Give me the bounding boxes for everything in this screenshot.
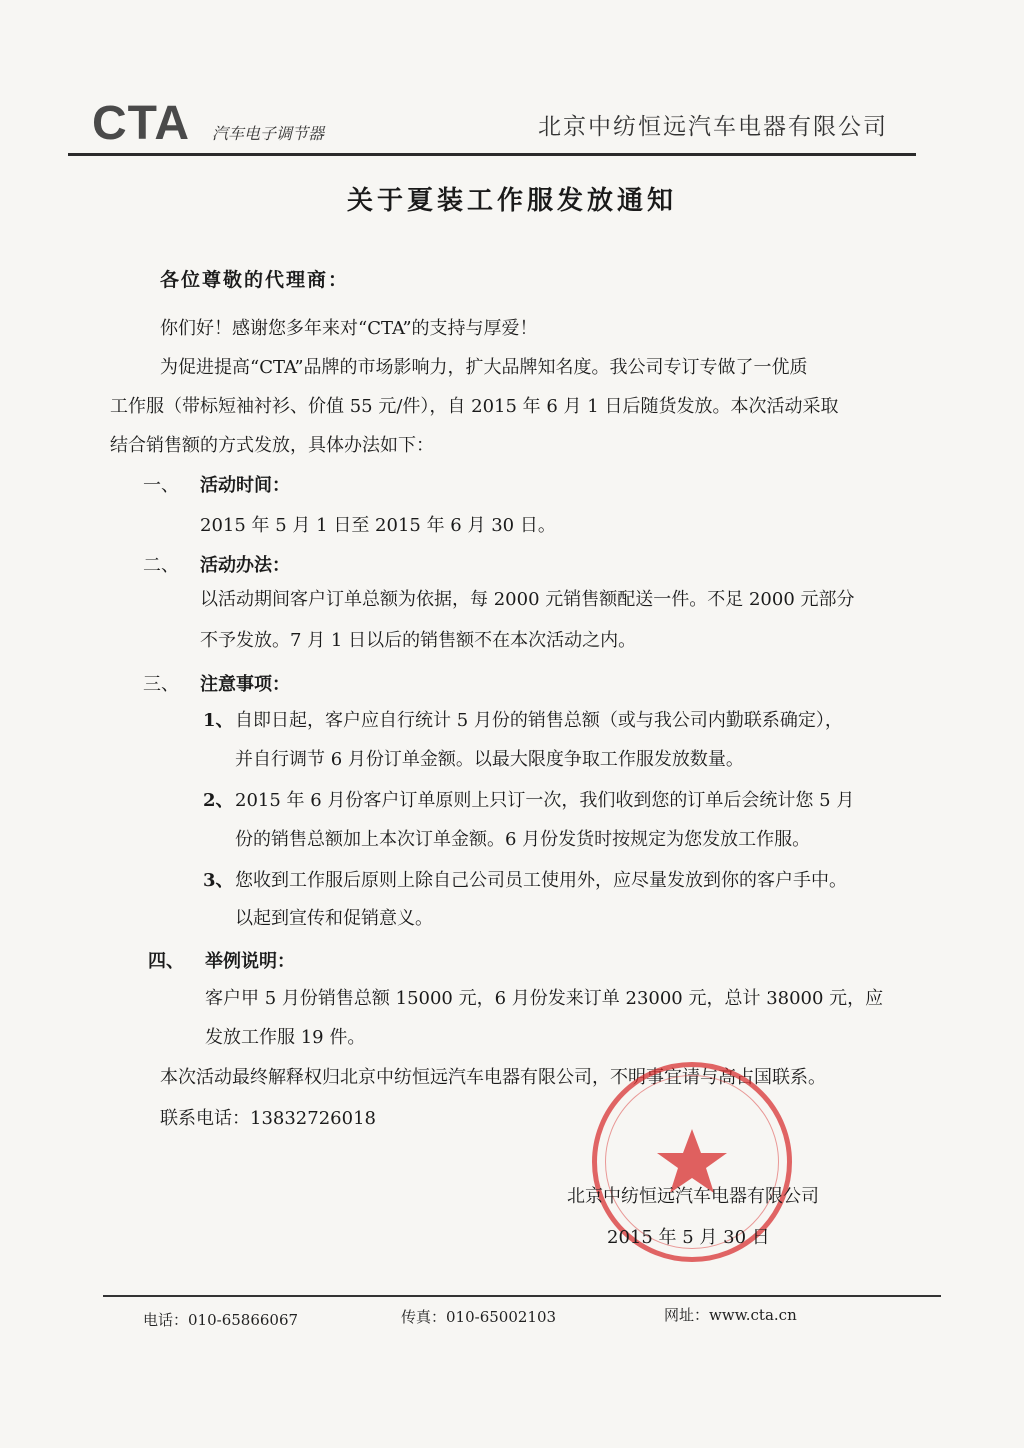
signature-company: 北京中纺恒远汽车电器有限公司 [567,1186,819,1207]
section-heading: 注意事项： [200,674,290,695]
intro-line: 你们好！感谢您多年来对“CTA”的支持与厚爱！ [160,318,538,339]
salutation: 各位尊敬的代理商： [160,269,350,291]
item-number: 1、 [203,710,234,731]
section-number: 二、 [143,555,179,576]
intro-line: 结合销售额的方式发放，具体办法如下： [110,435,434,456]
item-line: 自即日起，客户应自行统计 5 月份的销售总额（或与我公司内勤联系确定）， [235,710,843,731]
signature-date: 2015 年 5 月 30 日 [607,1227,770,1248]
item-line: 以起到宣传和促销意义。 [235,908,433,929]
item-line: 份的销售总额加上本次订单金额。6 月份发货时按规定为您发放工作服。 [235,829,811,850]
section-line: 不予发放。7 月 1 日以后的销售额不在本次活动之内。 [200,630,637,651]
section-number: 一、 [143,475,179,496]
section-line: 客户甲 5 月份销售总额 15000 元，6 月份发来订单 23000 元，总计 38000 元，应 [205,988,884,1009]
footer-website [664,1304,797,1325]
footer-fax-label: 传真： [401,1308,447,1326]
intro-line: 为促进提高“CTA”品牌的市场影响力，扩大品牌知名度。我公司专订专做了一优质 [160,357,808,378]
footer-divider [103,1295,941,1297]
contact-phone: 联系电话：13832726018 [160,1108,376,1129]
footer-fax [401,1306,556,1327]
footer-website-label: 网址： [664,1306,710,1324]
section-line: 以活动期间客户订单总额为依据，每 2000 元销售额配送一件。不足 2000 元部分 [200,589,855,610]
footer-website-value[interactable]: www.cta.cn [709,1306,797,1324]
footer-phone-value: 010-65866067 [188,1311,299,1329]
closing-statement: 本次活动最终解释权归北京中纺恒远汽车电器有限公司，不明事宜请与高占国联系。 [160,1067,826,1088]
item-line: 并自行调节 6 月份订单金额。以最大限度争取工作服发放数量。 [235,749,744,770]
document-title: 关于夏装工作服发放通知 [346,186,677,216]
section-number: 三、 [143,674,179,695]
company-logo: CTA [92,97,191,150]
header-divider [68,153,916,156]
section-heading: 活动时间： [200,475,290,496]
logo-tagline: 汽车电子调节器 [212,124,325,143]
section-line: 发放工作服 19 件。 [205,1027,366,1048]
footer-phone-label: 电话： [143,1311,189,1329]
section-number: 四、 [148,951,184,972]
item-number: 2、 [203,790,234,811]
footer-fax-value: 010-65002103 [446,1308,557,1326]
item-number: 3、 [203,870,234,891]
section-heading: 活动办法： [200,555,290,576]
footer-phone [143,1309,298,1330]
section-line: 2015 年 5 月 1 日至 2015 年 6 月 30 日。 [200,515,556,536]
item-line: 2015 年 6 月份客户订单原则上只订一次，我们收到您的订单后会统计您 5 月 [235,790,855,811]
item-line: 您收到工作服后原则上除自己公司员工使用外，应尽量发放到你的客户手中。 [235,870,847,891]
intro-line: 工作服（带标短袖衬衫、价值 55 元/件），自 2015 年 6 月 1 日后随货发放。本次活动采取 [110,396,839,417]
header-company-name: 北京中纺恒远汽车电器有限公司 [538,114,888,140]
section-heading: 举例说明： [205,951,295,972]
